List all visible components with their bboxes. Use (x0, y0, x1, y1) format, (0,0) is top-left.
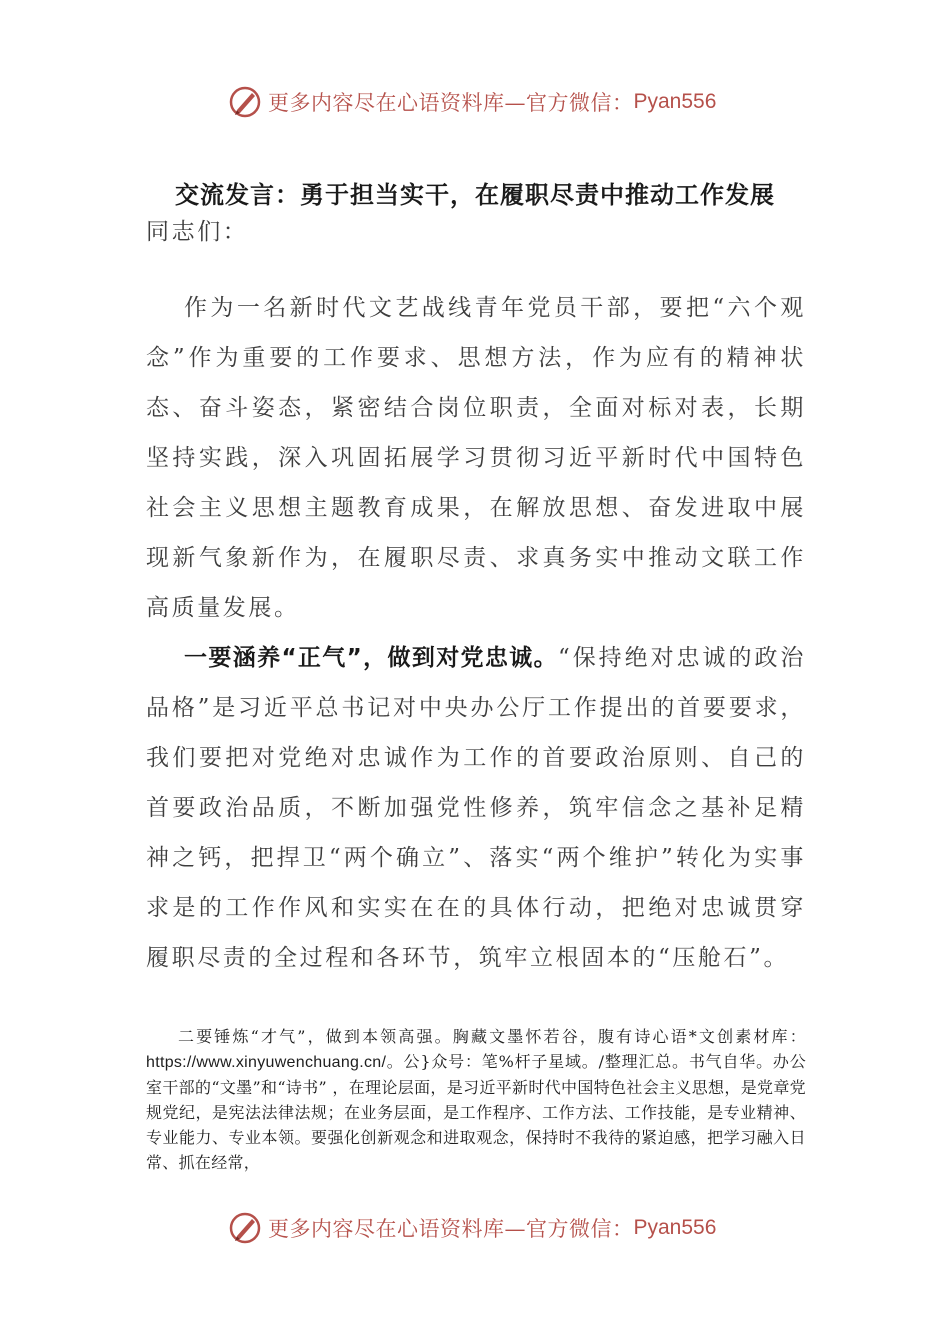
paragraph-3-before: 二要锤炼“才气”，做到本领高强。胸藏文墨怀若谷，腹有诗心语*文创素材库： (178, 1027, 806, 1046)
document-title: 交流发言：勇于担当实干，在履职尽责中推动工作发展 (175, 181, 775, 209)
paragraph-2-lead: 一要涵养“正气”，做到对党忠诚。 (184, 645, 558, 671)
banner-slogan: 更多内容尽在心语资料库—官方微信： (268, 1217, 634, 1241)
greeting: 同志们： (146, 219, 249, 245)
paragraph-3 (146, 1024, 806, 1175)
header-banner (228, 82, 748, 122)
paragraph-1: 作为一名新时代文艺战线青年党员干部，要把“六个观念”作为重要的工作要求、思想方法，作为应有的精神状态、奋斗姿态，紧密结合岗位职责，全面对标对表，长期坚持实践，深入巩固拓展学习贯彻习近平新时代中国特色社会主义思想主题教育成果，在解放思想、奋发进取中展现新气象新作为，在履职尽责、求真务实中推动文联工作高质量发展。 (146, 295, 806, 621)
paragraph-2 (146, 633, 806, 983)
paragraph-3-after: 。公}众号：笔%杆子星域。/整理汇总。书气自华。办公室干部的“文墨”和“诗书” ，在理论层面，是习近平新时代中国特色社会主义思想，是党章党规党纪，是宪法法律法规；在业务层面，是工作程序、工作方法、工作技能，是专业精神、专业能力、专业本领。要强化创新观念和进取观念，保持时不我待的紧迫感，把学习融入日常、抓在经常， (146, 1052, 806, 1172)
pen-logo-icon (228, 85, 262, 119)
footer-banner (228, 1208, 748, 1248)
pen-logo-icon (228, 1211, 262, 1245)
banner-slogan: 更多内容尽在心语资料库—官方微信： (268, 91, 634, 115)
paragraph-2-text: “保持绝对忠诚的政治品格”是习近平总书记对中央办公厅工作提出的首要要求，我们要把对党绝对忠诚作为工作的首要政治原则、自己的首要政治品质，不断加强党性修养，筑牢信念之基补足精神之钙，把捍卫“两个确立”、落实“两个维护”转化为实事求是的工作作风和实实在在的具体行动，把绝对忠诚贯穿履职尽责的全过程和各环节，筑牢立根固本的“压舱石”。 (146, 645, 806, 971)
banner-wechat-id: Pyan556 (633, 1216, 717, 1239)
banner-wechat-id: Pyan556 (633, 90, 717, 113)
source-url: https://www.xinyuwenchuang.cn/ (146, 1054, 387, 1071)
